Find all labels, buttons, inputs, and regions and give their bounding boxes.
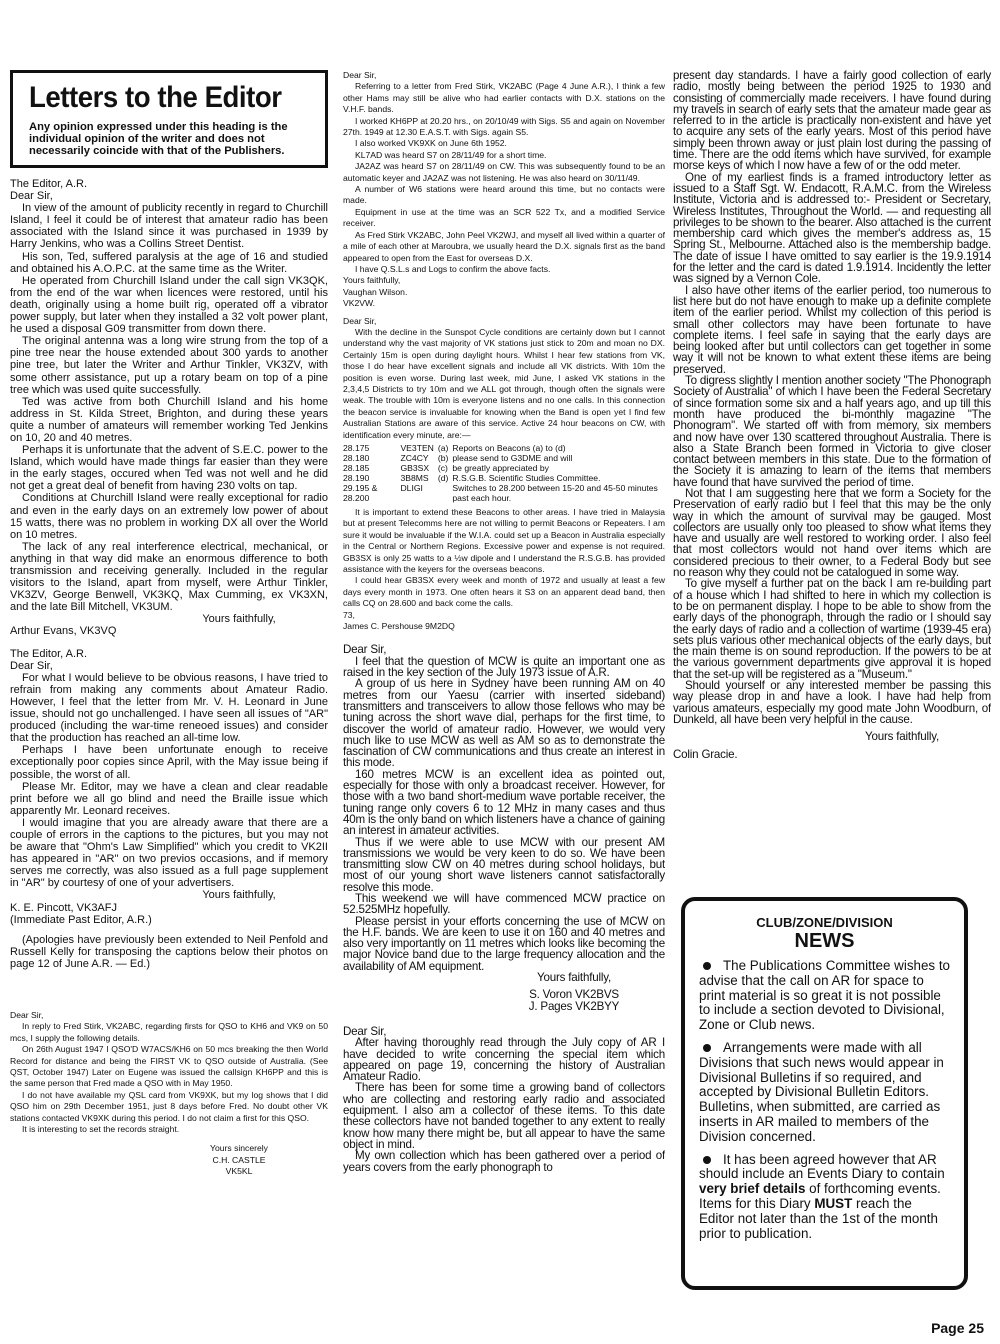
letter-paragraph: Should yourself or any interested member be passing this way please drop in and have a look. I have had help from various amateurs, especially my good mate John Woodburn, of Dunkeld, all have been very helpful in the cause. [673,679,991,726]
beacon-row [343,483,665,503]
letter-castle [10,1010,328,1178]
beacon-ref: (a) [437,443,449,453]
letter-paragraph: His son, Ted, suffered paralysis at the age of 16 and studied and obtained his A.O.P.C. at the same time as the Writer. [10,250,328,275]
letter-address: The Editor, A.R. [10,178,88,190]
letter-paragraph: My own collection which has been gathered over a period of years covers from the early phonograph to [343,1149,665,1174]
column-2 [343,70,665,1332]
beacon-note: please send to G3DME and will [452,453,573,463]
beacon-freq: 29.195 & 28.200 [343,483,378,503]
letter-closing: Yours faithfully, [865,730,939,744]
letter-paragraph: I could hear GB3SX every week and month of 1972 and usually at least a few days every month in 1973. One often hears it S3 on an apparent dead band, then calls CQ on 28.600 and back come the calls. [343,575,665,609]
letter-paragraph: There has been for some time a growing band of collectors who are collecting and restoring early radio and associated equipment. I also am a collector of these items. To this date these collectors have not banded together to any extent to really know how many there might be, but all appear to have the same object in mind. [343,1081,665,1151]
news-item [699,959,950,1033]
news-item-text: The Publications Committee wishes to advise that the call on AR for space to print material is so great it is not possible to include a section devoted to Divisional, Zone or Club news. [699,958,950,1033]
letter-signature: James C. Pershouse 9M2DQ [343,621,455,632]
letter-salutation: Dear Sir, [343,70,377,80]
letter-signature: J. Pages VK2BYY [528,999,620,1013]
letter-paragraph: Ted was active from both Churchill Island and his home address in St. Kilda Street, Brighton, and during these years quite a number of amateurs will remember working Ted Jenkins on 10, 20 and 40 metres. [10,395,328,444]
letter-paragraph: 160 metres MCW is an excellent idea as pointed out, especially for those with only a broadcast receiver. However, for those with a two band short-medium wave portable receiver, the tuning range only covers 6 to 12 MHz in many cases and thus 40m is the only band on which listeners have a chance of gaining an interest in amateur activities. [343,767,665,838]
letter-paragraph: I feel that the question of MCW is quite an important one as raised in the key section of the July 1973 issue of A.R. [343,654,665,680]
letter-paragraph: Thus if we were able to use MCW with our present AM transmissions we would be very keen to do so. We have been transmitting slow CW on 40 metres during school holidays, but most of our young short wave listeners cannot satisfactorally resolve this mode. [343,835,665,894]
letter-paragraph: Not that I am suggesting here that we form a Society for the Preservation of early radio but I feel that this may be the only way in which the amount of survival may be gauged. Most collectors are usually only too pleased to show what items they have and usually are well restored to working order. I also feel that most collectors would not hand over items which are considered precious to their owner, to a Federal Body but see no reason why they could not be catalogued in some way. [673,486,991,580]
letter-paragraph: It is interesting to set the records straight. [22,1124,180,1135]
news-title: NEWS [794,930,855,952]
letter-paragraph: The lack of any real interference electrical, mechanical, or anything in that way did make an enormous difference to both transmission and receiving generally. Included in the regular visitors to the Island, apart from myself, were Arthur Tinkler, VK3ZV, George Benwell, VK3KQ, Max Cumming, ex VK3XN, and the late Bill Mitchell, VK3UM. [10,540,328,614]
letter-paragraph: The original antenna was a long wire strung from the top of a pine tree near the house extended about 300 yards to another pine tree, but later the Writer and Arthur Tinkler, VK3ZV, with some otherr assistance, put up a rotary beam on top of a pine tree which was used quite successfully. [10,335,328,396]
beacon-call: DLIGI [400,483,423,493]
letter-paragraph: To give myself a further pat on the back I am re-building part of a house which I had shifted to here in which my collection is to be on permanent display. I hope to be able to show from the early days of the phonograph, through the radio or I should say the early days of radio and a collection of wartime (1939-45 era) sets plus various other mechanical objects of the early days, but the main theme is on sound reproduction. If the powers to be at the various government departments give approval it is hoped that the set-up will be registered as a "Museum." [673,577,991,681]
news-item-text: Arrangements were made with all Divisions that such news would appear in Divisional Bulletins if so required, and accepted by Divisional Bulletin Editors. Bulletins, when submitted, are carried as inserts in AR mailed to members of the Division concerned. [699,1039,944,1144]
letter-signature-note: (Immediate Past Editor, A.R.) [10,913,152,926]
letter-paragraph: Perhaps I have been unfortunate enough to receive exceptionally poor copies since April, with the May issue being if possible, the worst of all. [10,744,328,781]
letter-paragraph: In view of the amount of publicity recently in regard to Churchill Island, I feel it could be of interest that amateur radio has been associated with the Island since it was purchased in 1939 by Harry Jenkins, who was a Collins Street Dentist. [10,202,328,251]
letter-paragraph: I also have other items of the earlier period, too numerous to list here but do not have enough to make up a definite complete item of the earlier period. Whilst my collection of this period is small other collectors may have been fortunate to have complete items. I feel safe in saying that the early days are being looked after but until collectors can get together in some way it will not be known to what extent these items are being preserved. [673,283,991,376]
letter-callsign: VK2VW. [343,298,375,309]
letter-closing: Yours faithfully, [537,971,611,985]
letter-paragraph: I have Q.S.L.s and Logs to confirm the above facts. [355,263,551,274]
letter-paragraph: JA2AZ was heard S7 on 28/11/49 on CW. This was subsequently found to be an automatic keyer and JA2AZ was not listening. He was also heard on 30/11/49. [343,161,665,183]
beacon-row [343,463,665,473]
letter-salutation: Dear Sir, [10,659,53,672]
letter-closing: Yours faithfully, [343,275,401,286]
news-item-emphasis: very brief details [699,1181,806,1197]
letter-signature: S. Voron VK2BVS [529,988,619,1002]
page-number: Page 25 [931,1320,984,1336]
letter-paragraph: present day standards. I have a fairly good collection of early radio, mostly being between the period 1925 to 1930 and consisting of commercially made receivers. I have found during my travels in search of early sets that the amateur made gear as referred to in the article is practically non-existent and have yet to acquire any sets of the early years. Most of this period have simply been thrown away or just plain lost during the passing of time. There are the odd items which have survived, for example morse keys of which I now have a few of or the odd meter. [673,70,991,173]
beacon-freq: 28.175 [343,443,370,453]
letter-paragraph: I also worked VK9XK on June 6th 1952. [355,138,507,149]
letter-callsign: VK5KL [225,1166,253,1177]
column-1 [10,70,328,1332]
news-item [699,1153,950,1242]
letter-closing: Yours faithfully, [202,889,276,902]
letter-paragraph: A group of us here in Sydney have been running AM on 40 metres from our Yaesu (carrier with inserted sideband) transmitters and transceivers to allow those fellows who may be tuning across the short wave dial, perhaps for the first time, to discover the world of amateur radio. However, we would very much like to use MCW as well as AM so as to demonstrate the fascination of CW communications and thus create an interest in this mode. [343,677,665,770]
letter-paragraph: I would imagine that you are already aware that there are a couple of errors in the captions to the pictures, but you may not be aware that "Ohm's Law Simplified" which you credit to VK2II has appeared in "AR" on two previos occasions, and if memory serves me correctly, was also issued as a full page supplement in "AR" by courtesy of one of your advertisers. [10,816,328,890]
letter-address: The Editor, A.R. [10,647,88,660]
beacon-row [343,453,665,463]
letters-header-box [10,70,328,168]
letter-paragraph: One of my earliest finds is a framed introductory letter as issued to a Staff Sgt. W. Endacott, R.A.M.C. from the Wireless Institute, Victoria and is addressed to:- President or Secretary, Wireless Institutes, Throughout the World. — and requesting all privileges to be shown to the bearer. Also attached is the current membership card which gives the member's address as, 15 Spring St., Melbourne. Attached also is the membership badge. The date of issue I have omitted to say earlier is the 19.9.1914 for the letter and the card is dated 1.9.1914. Incidently the letter was signed by a Vernon Cole. [673,170,991,286]
letter-signature: Colin Gracie. [673,747,738,761]
news-item-text: of forthcoming events. Items for this Diary [699,1181,941,1211]
letter-signature: Vaughan Wilson. [343,286,408,297]
letter-pershouse [343,316,665,633]
letter-closing: Yours sincerely [210,1143,268,1154]
beacon-ref: (d) [437,473,449,483]
beacon-call: ZC4CY [400,453,429,463]
letter-voron-pages [343,644,665,1012]
letter-signature: K. E. Pincott, VK3AFJ [10,901,117,914]
letter-paragraph: Perhaps it is unfortunate that the advent of S.E.C. power to the Island, which would have made things far easier than they were in the early stages, occured when Ted was not well and he did not get a great deal of benefit from having 230 volts on tap. [10,444,328,493]
beacon-freq: 28.180 [343,453,370,463]
letter-paragraph: I do not have available my QSL card from VK9XK, but my log shows that I did QSO him on 29th December 1951, just 8 days before Fred. No doubt other VK stations contacted VK9XK during this period. I do not claim a first for this QSO. [10,1089,328,1123]
letter-paragraph: Referring to a letter from Fred Stirk, VK2ABC (Page 4 June A.R.), I think a few other Hams may still be alive who had earlier contacts with D.X. stations on the V.H.F. bands. [343,81,665,115]
beacon-note: Switches to 28.200 between 15-20 and 45-50 minutes past each hour. [452,483,658,503]
letter-paragraph: With the decline in the Sunspot Cycle conditions are certainly down but I cannot understand why the vast majority of VK stations just stick to 20m and moan no DX. Certainly 15m is open during daylight hours. Whilst I hear few stations from VK, those I do hear have excellent signals and include all VK districts. With 10m the position is even worse. During last week, mid June, I asked VK stations in the 2,3,4,5 Districts to try 10m and we ALL got through, though often the signals were weak. The trouble with 10m is everyone listens and no one calls. In this connection the beacon service is invaluable for knowing when the Band is open yet I find few Australian Stations are aware of this service. Active 24 hour beacons on CW, with identification every minute, are:— [343,326,665,440]
letter-paragraph: To digress slightly I mention another society "The Phonograph Society of Australia" of which I have been the Federal Secretary of since formation some six and a half years ago, and up till this month have produced the bi-monthly magazine "The Phonogram". We started off with from memory, six members and now have over 130 scattered throughout Australia. There is also a State Branch been formed in Victoria to give closer contact between members in this state. Due to the formation of the Society it is amazing to learn of the items that members have found that have survived the period of time. [673,374,991,489]
beacon-ref: (b) [437,453,449,463]
letter-salutation: Dear Sir, [10,1010,44,1020]
beacon-row [343,443,665,453]
page-title: Letters to the Editor [29,81,282,114]
beacon-call: GB3SX [400,463,430,473]
letter-pincott [10,648,328,970]
beacon-freq: 28.185 [343,463,370,473]
disclaimer: Any opinion expressed under this heading is the individual opinion of the writer and does not necessarily coincide with that of the Publishers. [29,121,288,157]
letter-signature: C.H. CASTLE [212,1154,266,1165]
letter-signature: Arthur Evans, VK3VQ [10,625,117,638]
letter-paragraph: This weekend we will have commenced MCW practice on 52.525MHz hopefully. [343,892,665,917]
bullet-icon [703,962,711,970]
beacon-ref [438,483,453,503]
letter-paragraph: A number of W6 stations were heard around this time, but no contacts were made. [343,184,665,206]
letter-paragraph: Equipment in use at the time was an SCR 522 Tx, and a modified Service receiver. [343,206,665,229]
letter-gracie-continued [673,70,991,760]
beacon-note: R.S.G.B. Scientific Studies Committee. [452,473,601,483]
letter-paragraph: It is important to extend these Beacons to other areas. I have tried in Malaysia but at present Telecomms here are not willing to permit Beacons or Repeaters. I am sure it would be invaluable if the W.I.A. could set up a Beacon in Australia especially in the Central or Northern Regions. Excessive power and expense is not required. GB3SX is only 25 watts to a ½w dipole and I understand the R.S.G.B. has provided assistance with the keyers for the overseas beacons. [343,507,665,575]
letter-paragraph: KL7AD was heard S7 on 28/11/49 for a short time. [355,149,547,160]
beacon-ref: (c) [437,463,448,473]
letter-salutation: Dear Sir, [343,315,377,326]
letter-paragraph: I worked KH6PP at 20.20 hrs., on 20/10/49 with Sigs. S5 and again on November 27th. 1949 at 12.30 E.A.S.T. with Sigs. again S5. [343,115,665,138]
beacon-table [343,443,665,503]
letter-paragraph: Please persist in your efforts concerning the use of MCW on the H.F. bands. We are keen to use it on 160 and 40 metres and also very importantly on 11 metres which looks like becoming the major Novice band due to the large frequency allocation and the availability of AM equipment. [343,914,665,973]
news-item [699,1041,950,1145]
letter-salutation: Dear Sir, [343,1024,387,1038]
bullet-icon [703,1044,711,1052]
beacon-note: be greatly appreciated by [452,463,549,473]
beacon-note: Reports on Beacons (a) to (d) [452,443,566,453]
letter-paragraph: As Fred Stirk VK2ABC, John Peel VK2WJ, and myself all lived within a quarter of a mile of each other at Maroubra, we usually heard the D.X. signals first as the band appeared to open from the East for overseas D.X. [343,229,665,263]
letter-evans [10,178,328,638]
beacon-freq: 28.190 [343,473,370,483]
letter-closing: 73, [343,609,355,620]
letter-paragraph: Conditions at Churchill Island were really exceptional for radio and even in the early days on an extremely low power of about 15 watts, there was no problem in working DX all over the World on 10 metres. [10,492,328,541]
letter-paragraph: After having thoroughly read through the July copy of AR I have decided to write concerning the special item which appeared on page 19, concerning the history of Australian Amateur Radio. [343,1036,665,1084]
letter-paragraph: For what I would believe to be obvious reasons, I have tried to refrain from making any comments about Amateur Radio. However, I feel that the letter from Mr. V. H. Leonard in June issue, should not go unchallenged. I have seen all issues of "AR" produced (including the war-time reneoed issues) and consider that the production has reached an all-time low. [10,671,328,745]
letter-paragraph: He operated from Churchill Island under the call sign VK3QK, from the end of the war when licences were restored, until his death, originally using a home built rig, operated off a vibrator power supply, but later when they installed a 32 volt power plant, he used a disposal G09 transmitter from down there. [10,274,328,336]
news-item-emphasis: MUST [814,1195,853,1211]
news-heading: CLUB/ZONE/DIVISION [756,915,893,930]
club-news-box [681,897,968,1290]
beacon-call: VE3TEN [400,443,434,453]
letter-gracie [343,1026,665,1173]
letter-salutation: Dear Sir, [10,190,53,203]
letter-paragraph: In reply to Fred Stirk, VK2ABC, regarding firsts for QSO to KH6 and VK9 on 50 mcs, I supply the following details. [10,1021,328,1043]
beacon-row [343,473,665,483]
news-item-text: It has been agreed however that AR should include an Events Diary to contain [699,1151,945,1182]
letter-wilson [343,70,665,310]
letter-closing: Yours faithfully, [202,613,276,626]
beacon-call: 3B8MS [400,473,429,483]
letter-salutation: Dear Sir, [343,643,387,657]
letter-paragraph: On 26th August 1947 I QSO'D W7ACS/KH6 on 50 mcs breaking the then World Record for distance and being the FIRST VK to QSO outside of Australia. (See QST, October 1947) Later on Eugene was issued the callsign KH6PP and this is the same person that Fred made a QSO with in May 1950. [10,1044,328,1089]
news-item-text: reach the Editor not later than the 1st of the month prior to publication. [699,1195,938,1241]
bullet-icon [703,1156,711,1164]
letter-paragraph: Please Mr. Editor, may we have a clean and clear readable print before we all go blind and need the Braille issue which apparently Mr. Leonard receives. [10,780,328,817]
editor-note: (Apologies have previously been extended to Neil Penfold and Russell Kelly for transposing the captions below their photos on page 12 of June A.R. — Ed.) [10,933,328,970]
